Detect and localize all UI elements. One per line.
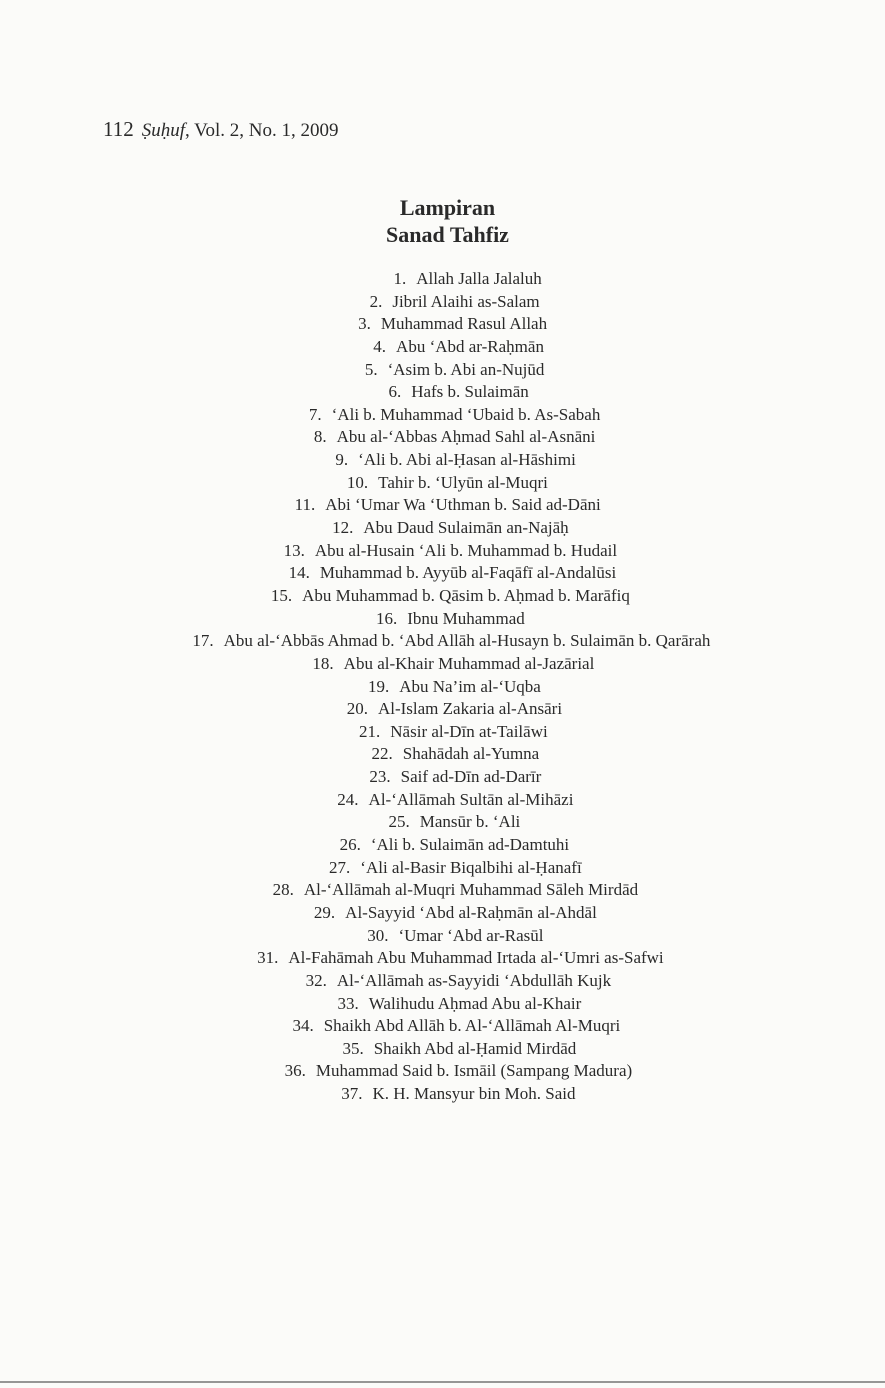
sanad-item bbox=[15, 1038, 885, 1061]
sanad-item bbox=[10, 676, 885, 699]
item-name: Mansūr b. ‘Ali bbox=[419, 812, 521, 832]
issue-info: , Vol. 2, No. 1, 2009 bbox=[185, 120, 339, 141]
item-name: K. H. Mansyur bin Moh. Said bbox=[372, 1084, 576, 1104]
item-name: Shaikh Abd al-Ḥamid Mirdād bbox=[373, 1038, 577, 1058]
item-name: Hafs b. Sulaimān bbox=[411, 382, 529, 402]
item-number: 20. bbox=[346, 699, 368, 719]
item-name: Muhammad Said b. Ismāil (Sampang Madura) bbox=[315, 1061, 633, 1081]
item-number: 24. bbox=[337, 789, 359, 809]
sanad-item bbox=[11, 902, 885, 925]
item-number: 7. bbox=[308, 404, 322, 424]
item-number: 28. bbox=[272, 880, 294, 900]
sanad-item bbox=[11, 789, 885, 812]
section-title bbox=[0, 194, 885, 248]
page-number: 112 bbox=[103, 117, 134, 141]
sanad-item bbox=[11, 925, 885, 948]
item-name: Abi ‘Umar Wa ‘Uthman b. Said ad-Dāni bbox=[325, 495, 601, 515]
sanad-item bbox=[10, 834, 885, 857]
item-name: Abu al-‘Abbās Ahmad b. ‘Abd Allāh al-Husayn b. Sulaimān b. Qarārah bbox=[223, 631, 711, 651]
sanad-item bbox=[11, 879, 885, 902]
item-number: 35. bbox=[342, 1038, 364, 1058]
item-number: 5. bbox=[364, 359, 378, 379]
item-number: 12. bbox=[332, 518, 354, 538]
sanad-item bbox=[10, 336, 885, 359]
item-name: Abu al-‘Abbas Aḥmad Sahl al-Asnāni bbox=[336, 427, 596, 447]
item-name: Nāsir al-Dīn at-Tailāwi bbox=[390, 721, 548, 741]
item-name: Shahādah al-Yumna bbox=[402, 744, 540, 764]
sanad-item bbox=[4, 313, 885, 336]
sanad-item bbox=[10, 698, 885, 721]
item-number: 17. bbox=[192, 631, 214, 651]
item-name: ‘Ali b. Sulaimān ad-Damtuhi bbox=[370, 835, 570, 855]
sanad-item bbox=[6, 517, 885, 540]
item-number: 10. bbox=[346, 472, 369, 492]
item-name: Al-‘Allāmah Sultān al-Mihāzi bbox=[368, 789, 574, 809]
item-name: Al-‘Allāmah as-Sayyidi ‘Abdullāh Kujk bbox=[336, 970, 612, 990]
sanad-item bbox=[19, 268, 885, 291]
item-number: 23. bbox=[369, 767, 391, 787]
item-number: 29. bbox=[313, 902, 336, 922]
item-number: 18. bbox=[312, 653, 334, 673]
item-name: Abu ‘Abd ar-Raḥmān bbox=[396, 336, 544, 356]
item-number: 37. bbox=[341, 1084, 363, 1104]
item-name: ‘Umar ‘Abd ar-Rasūl bbox=[398, 925, 544, 945]
item-name: ‘Asim b. Abi an-Nujūd bbox=[387, 359, 545, 379]
item-number: 16. bbox=[375, 608, 398, 628]
item-name: ‘Ali b. Abi al-Ḥasan al-Hāshimi bbox=[358, 450, 576, 470]
page-edge-rule bbox=[0, 1381, 885, 1383]
item-name: Muhammad Rasul Allah bbox=[380, 314, 548, 334]
sanad-item bbox=[9, 653, 885, 676]
item-number: 27. bbox=[329, 857, 351, 877]
item-name: Saif ad-Dīn ad-Darīr bbox=[400, 767, 542, 787]
sanad-item bbox=[6, 291, 885, 314]
item-number: 33. bbox=[337, 993, 359, 1013]
sanad-item bbox=[6, 359, 885, 382]
sanad-item bbox=[14, 1060, 885, 1083]
sanad-item bbox=[6, 426, 885, 449]
item-name: ‘Ali b. Muhammad ‘Ubaid b. As-Sabah bbox=[331, 404, 601, 424]
item-name: Abu al-Khair Muhammad al-Jazārial bbox=[343, 653, 595, 673]
sanad-item bbox=[6, 585, 885, 608]
sanad-item bbox=[10, 811, 885, 834]
item-number: 8. bbox=[313, 427, 327, 447]
item-number: 6. bbox=[388, 382, 402, 402]
sanad-item bbox=[14, 970, 885, 993]
item-number: 14. bbox=[288, 563, 310, 583]
sanad-item bbox=[8, 562, 885, 585]
item-number: 19. bbox=[367, 676, 390, 696]
journal-title: Ṣuḥuf bbox=[141, 120, 186, 141]
item-number: 3. bbox=[358, 314, 371, 334]
sanad-item bbox=[11, 743, 885, 766]
item-number: 1. bbox=[393, 269, 407, 288]
item-number: 34. bbox=[292, 1016, 314, 1036]
item-number: 31. bbox=[257, 948, 279, 968]
item-number: 21. bbox=[359, 721, 381, 741]
item-name: Ibnu Muhammad bbox=[407, 608, 525, 628]
sanad-item bbox=[9, 721, 885, 744]
item-number: 2. bbox=[369, 291, 383, 311]
item-name: Abu Daud Sulaimān an-Najāḥ bbox=[363, 518, 569, 538]
item-number: 4. bbox=[373, 336, 387, 356]
item-name: ‘Ali al-Basir Biqalbihi al-Ḥanafī bbox=[360, 857, 582, 877]
item-number: 25. bbox=[388, 812, 410, 832]
sanad-item bbox=[3, 472, 885, 495]
item-number: 26. bbox=[339, 835, 361, 855]
item-name: Al-Fahāmah Abu Muhammad Irtada al-‘Umri as-Safwi bbox=[288, 948, 664, 968]
item-name: Shaikh Abd Allāh b. Al-‘Allāmah Al-Muqri bbox=[323, 1016, 621, 1036]
item-name: Al-Islam Zakaria al-Ansāri bbox=[377, 699, 563, 719]
item-name: Al-Sayyid ‘Abd al-Raḥmān al-Ahdāl bbox=[345, 902, 597, 922]
item-number: 13. bbox=[283, 540, 305, 560]
sanad-item bbox=[7, 630, 885, 653]
item-name: Walihudu Aḥmad Abu al-Khair bbox=[368, 993, 582, 1013]
item-number: 9. bbox=[335, 450, 349, 470]
sanad-item bbox=[10, 381, 885, 404]
item-number: 32. bbox=[305, 970, 327, 990]
item-number: 36. bbox=[284, 1061, 306, 1081]
item-number: 11. bbox=[294, 495, 316, 515]
item-name: Tahir b. ‘Ulyūn al-Muqri bbox=[378, 472, 548, 492]
sanad-item bbox=[11, 857, 885, 880]
sanad-item bbox=[11, 766, 885, 789]
sanad-item bbox=[3, 494, 885, 517]
sanad-item bbox=[7, 449, 885, 472]
item-name: Jibril Alaihi as-Salam bbox=[392, 291, 540, 311]
sanad-item bbox=[15, 993, 885, 1016]
item-name: Muhammad b. Ayyūb al-Faqāfī al-Andalūsi bbox=[319, 563, 617, 583]
item-number: 15. bbox=[270, 585, 293, 605]
item-number: 22. bbox=[371, 744, 393, 764]
sanad-item bbox=[6, 404, 885, 427]
sanad-item bbox=[6, 608, 885, 631]
item-number: 30. bbox=[367, 925, 389, 945]
item-name: Allah Jalla Jalaluh bbox=[416, 269, 542, 288]
title-line-1: Lampiran bbox=[399, 195, 496, 220]
sanad-list bbox=[0, 268, 885, 1106]
item-name: Abu Na’im al-‘Uqba bbox=[399, 676, 541, 696]
sanad-item bbox=[12, 1015, 885, 1038]
item-name: Al-‘Allāmah al-Muqri Muhammad Sāleh Mirdād bbox=[303, 880, 639, 900]
running-header bbox=[103, 117, 338, 143]
item-name: Abu Muhammad b. Qāsim b. Aḥmad b. Marāfiq bbox=[302, 585, 630, 605]
title-line-2: Sanad Tahfiz bbox=[386, 222, 509, 247]
sanad-item bbox=[6, 540, 885, 563]
sanad-item bbox=[14, 1083, 885, 1106]
item-name: Abu al-Husain ‘Ali b. Muhammad b. Hudail bbox=[314, 540, 618, 560]
sanad-item bbox=[16, 947, 885, 970]
